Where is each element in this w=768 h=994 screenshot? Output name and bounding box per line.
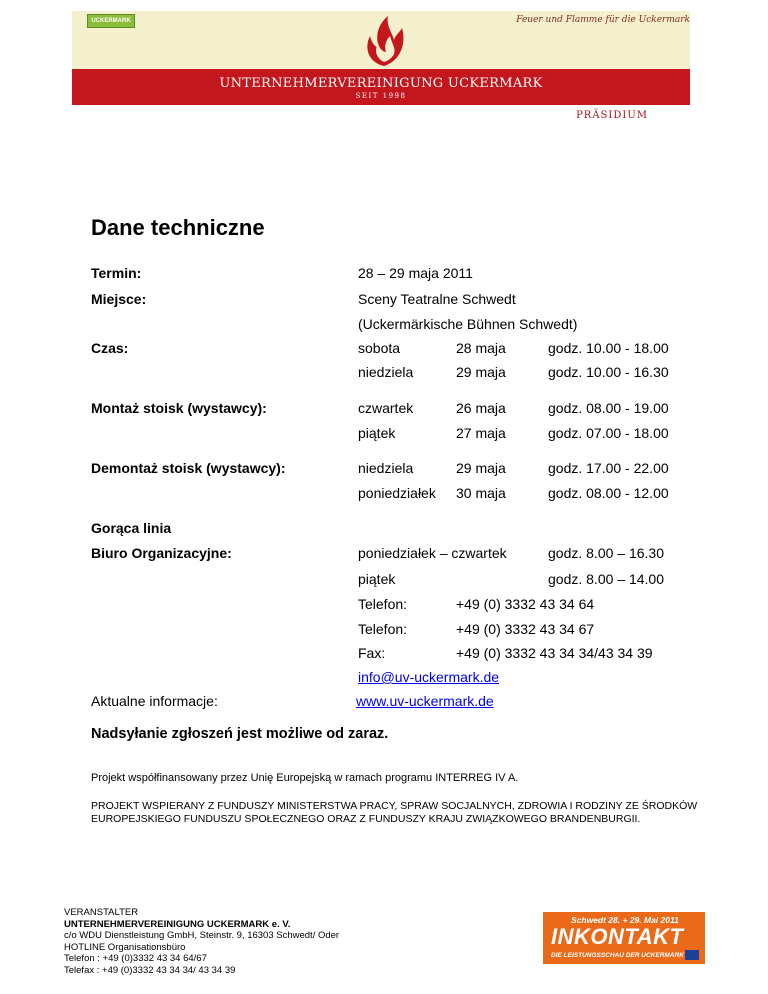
schedule-date: 27 maja	[456, 425, 506, 441]
miejsce-value-secondary: (Uckermärkische Bühnen Schwedt)	[358, 316, 578, 332]
footer-line: Telefon : +49 (0)3332 43 34 64/67	[64, 953, 207, 964]
phone-number: +49 (0) 3332 43 34 67	[456, 621, 595, 637]
schedule-day: sobota	[358, 340, 401, 356]
phone-label: Telefon:	[358, 621, 408, 637]
footer-organizer: UNTERNEHMERVEREINIGUNG UCKERMARK e. V.	[64, 918, 291, 930]
news-label: Aktualne informacje:	[91, 693, 218, 709]
schedule-hours: godz. 08.00 - 19.00	[548, 400, 669, 416]
schedule-date: 29 maja	[456, 364, 506, 380]
badge-date: Schwedt 28. + 29. Mai 2011	[571, 915, 679, 925]
schedule-day: poniedziałek	[358, 485, 436, 501]
footer-line: c/o WDU Dienstleistung GmbH, Steinstr. 9, 16303 Schwedt/ Oder	[64, 930, 340, 941]
phone-number: +49 (0) 3332 43 34 64	[456, 596, 595, 612]
termin-label: Termin:	[91, 265, 142, 281]
document-title: Dane techniczne	[91, 215, 265, 240]
section-label: PRÄSIDIUM	[576, 110, 648, 121]
funding-note-secondary: PROJEKT WSPIERANY Z FUNDUSZY MINISTERSTWA PRACY, SPRAW SOCJALNYCH, ZDROWIA I RODZINY ZE ŚRODKÓW EUROPEJSKIEGO FUNDUSZU SPOŁECZNEGO ORAZ Z FUNDUSZY KRAJU ZWIĄZKOWEGO BRANDENBURGII.	[91, 800, 698, 825]
miejsce-value: Sceny Teatralne Schwedt	[358, 291, 516, 307]
hotline-heading: Gorąca linia	[91, 520, 172, 536]
schedule-date: 30 maja	[456, 485, 506, 501]
schedule-day: piątek	[358, 425, 396, 441]
organization-banner	[72, 69, 690, 105]
footer	[64, 907, 339, 976]
schedule-date: 26 maja	[456, 400, 506, 416]
badge-subtitle: DIE LEISTUNGSSCHAU DER UCKERMARK	[551, 952, 684, 959]
schedule-day: niedziela	[358, 364, 414, 380]
website-link[interactable]: www.uv-uckermark.de	[356, 693, 494, 709]
miejsce-label: Miejsce:	[91, 291, 147, 307]
montaz-label: Montaż stoisk (wystawcy):	[91, 400, 267, 416]
uckermark-logo: UCKERMARK	[87, 14, 135, 28]
office-days: piątek	[358, 571, 396, 587]
footer-line: Telefax : +49 (0)3332 43 34 34/ 43 34 39	[64, 964, 236, 976]
organization-name: UNTERNEHMERVEREINIGUNG UCKERMARK	[219, 76, 543, 91]
schedule-hours: godz. 10.00 - 18.00	[548, 340, 669, 356]
czas-label: Czas:	[91, 340, 129, 356]
inkontakt-badge	[543, 912, 705, 964]
eu-flag-icon	[685, 950, 699, 960]
schedule-hours: godz. 07.00 - 18.00	[548, 425, 669, 441]
office-label: Biuro Organizacyjne:	[91, 545, 232, 561]
email-link[interactable]: info@uv-uckermark.de	[358, 669, 500, 685]
termin-value: 28 – 29 maja 2011	[358, 265, 473, 281]
organization-since: SEIT 1998	[355, 92, 407, 100]
office-hours: godz. 8.00 – 14.00	[548, 571, 664, 587]
flame-logo-icon	[358, 12, 410, 68]
schedule-day: niedziela	[358, 460, 414, 476]
schedule-hours: godz. 08.00 - 12.00	[548, 485, 669, 501]
office-days: poniedziałek – czwartek	[358, 545, 507, 561]
schedule-day: czwartek	[358, 400, 414, 416]
footer-line: VERANSTALTER	[64, 907, 139, 918]
schedule-hours: godz. 17.00 - 22.00	[548, 460, 669, 476]
demontaz-label: Demontaż stoisk (wystawcy):	[91, 460, 286, 476]
fax-number: +49 (0) 3332 43 34 34/43 34 39	[456, 645, 653, 661]
badge-name: INKONTAKT	[551, 924, 684, 949]
funding-note: Projekt współfinansowany przez Unię Europejską w ramach programu INTERREG IV A.	[91, 772, 519, 784]
phone-label: Telefon:	[358, 596, 408, 612]
schedule-hours: godz. 10.00 - 16.30	[548, 364, 669, 380]
fax-label: Fax:	[358, 645, 386, 661]
slogan: Feuer und Flamme für die Uckermark	[516, 15, 690, 25]
schedule-date: 28 maja	[456, 340, 506, 356]
footer-line: HOTLINE Organisationsbüro	[64, 941, 186, 953]
schedule-date: 29 maja	[456, 460, 506, 476]
office-hours: godz. 8.00 – 16.30	[548, 545, 664, 561]
applications-note: Nadsyłanie zgłoszeń jest możliwe od zaraz.	[91, 726, 389, 742]
